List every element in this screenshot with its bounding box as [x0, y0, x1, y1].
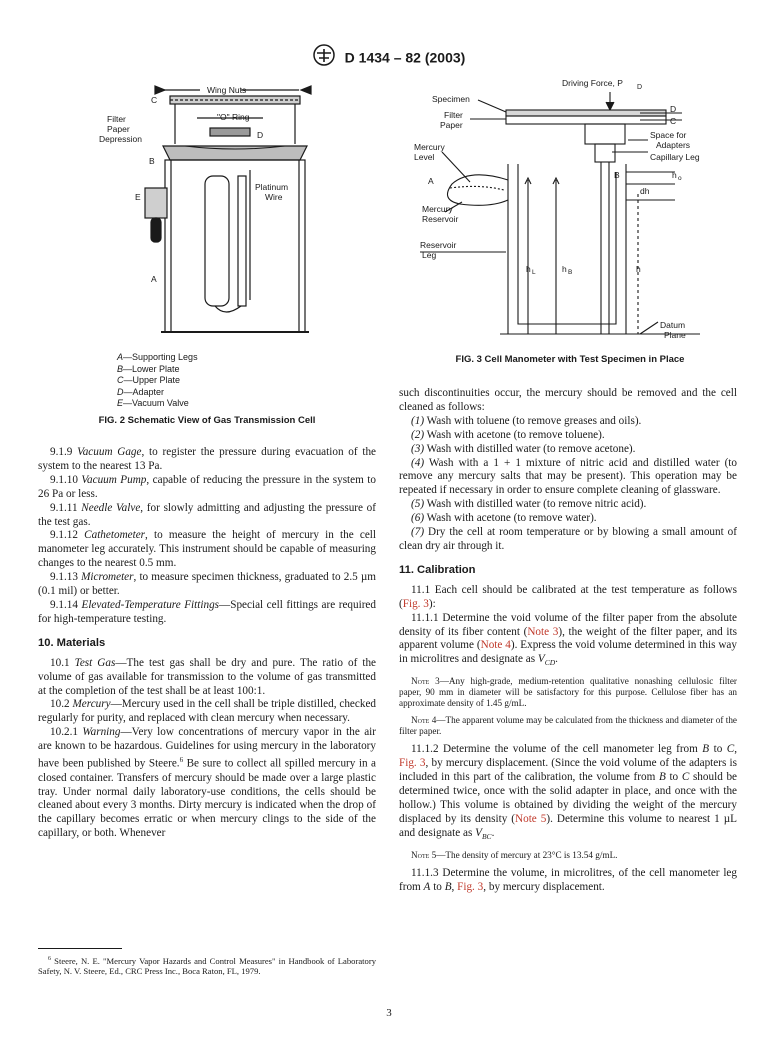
label-d: D	[257, 130, 264, 140]
label-specimen: Specimen	[432, 94, 470, 104]
label-o-ring: "O" Ring	[217, 112, 250, 122]
para-9-1-12: 9.1.12 Cathetometer, to measure the height of mercury in the cell manometer leg accurately. This instrument should be capable of measuring changes to the nearest 0.5 mm.	[38, 529, 377, 570]
para-11-1-1: 11.1.1 Determine the void volume of the filter paper from the absolute density of its fiber content (Note 3), the weight of the filter paper, and its apparent volume (Note 4). Express the void volume determined in this way in microlitres and designate as $V_{CD}$.	[399, 611, 737, 668]
label-h0: h	[672, 170, 677, 180]
label-hb: h	[562, 264, 567, 274]
label-paper: Paper	[107, 124, 130, 134]
figure-2-caption: FIG. 2 Schematic View of Gas Transmission Cell	[98, 415, 316, 426]
label-filter: Filter	[444, 110, 463, 120]
page-number: 3	[386, 1007, 392, 1019]
para-9-1-11: 9.1.11 Needle Valve, for slowly admitting and adjusting the pressure of the test gas.	[38, 501, 377, 528]
label-leg: Leg	[422, 250, 437, 260]
label-h0-sub: o	[678, 175, 682, 182]
legend-item: A—Supporting Legs	[117, 352, 198, 362]
para-10-1: 10.1 Test Gas—The test gas shall be dry and pure. The ratio of the volume of gas available for transmission to the volume of gas transmitted at the completion of the test shall be at least 100:1.	[38, 656, 377, 697]
label-reservoir-leg: Reservoir	[420, 240, 457, 250]
label-capillary-leg: Capillary Leg	[650, 152, 700, 162]
left-column	[38, 446, 376, 841]
label-a: A	[151, 274, 157, 284]
para-11-1: 11.1 Each cell should be calibrated at the test temperature as follows (Fig. 3):	[399, 583, 737, 610]
label-level: Level	[414, 152, 435, 162]
label-hl-sub: L	[532, 269, 536, 276]
para-11-1-2: 11.1.2 Determine the volume of the cell manometer leg from B to C, Fig. 3, by mercury displacement. (Since the void volume of the adapters is included in this part of the calibration, the volume from B to C should be determined twice, once with the solid adapter in place, and once with the hollow.) This volume is obtained by dividing the weight of the mercury displaced by its density (Note 5). Determine this volume to nearest 1 µL and designate as $V_{BC}$.	[399, 743, 738, 842]
label-depression: Depression	[99, 134, 142, 144]
label-paper: Paper	[440, 120, 463, 130]
label-plane: Plane	[664, 330, 686, 340]
para-9-1-10: 9.1.10 Vacuum Pump, capable of reducing the pressure in the system to 26 Pa or less.	[38, 473, 376, 500]
para-9-1-9: 9.1.9 Vacuum Gage, to register the pressure during evacuation of the system to the nearest 13 Pa.	[38, 446, 377, 472]
step-2: (2) Wash with acetone (to remove toluene).	[411, 428, 605, 441]
fig-3-link[interactable]: Fig. 3	[399, 757, 426, 770]
step-5: (5) Wash with distilled water (to remove nitric acid).	[411, 498, 647, 511]
label-hb-sub: B	[568, 269, 573, 276]
para-9-1-14: 9.1.14 Elevated-Temperature Fittings—Special cell fittings are required for high-temperature testing.	[38, 598, 376, 625]
label-b: B	[614, 170, 620, 180]
label-c: C	[670, 116, 677, 126]
right-column	[399, 387, 737, 895]
step-3: (3) Wash with distilled water (to remove acetone).	[411, 442, 636, 455]
para-10-2: 10.2 Mercury—Mercury used in the cell shall be triple distilled, checked regularly for purity, and replaced with clean mercury when necessary.	[38, 698, 377, 725]
label-e: E	[135, 192, 141, 202]
legend-item: C—Upper Plate	[117, 375, 181, 385]
label-adapters: Adapters	[656, 140, 691, 150]
page-header	[0, 44, 778, 71]
figure-3-diagram	[400, 72, 740, 344]
note-5: Note 5—The density of mercury at 23°C is 13.54 g/mL.	[411, 850, 618, 861]
label-dh: dh	[640, 186, 650, 196]
note-3: Note 3—Any high-grade, medium-retention qualitative nonashing cellulosic filter paper, 90 mm in diameter will be satisfactory for this purpose. Cellulose fiber has an approximate density of 1.45 g/mL.	[399, 676, 737, 709]
label-platinum: Platinum	[255, 182, 289, 192]
legend-item: E—Vacuum Valve	[117, 398, 189, 408]
label-driving-force-sub: D	[637, 84, 643, 91]
figure-2-diagram	[95, 80, 345, 340]
figure-3-caption: FIG. 3 Cell Manometer with Test Specimen in Place	[455, 354, 685, 365]
note-4-link[interactable]: Note 4	[480, 639, 511, 652]
step-7: (7) Dry the cell at room temperature or by blowing a small amount of clean dry air through it.	[399, 526, 737, 552]
para-10-2-1: 10.2.1 Warning—Very low concentrations of mercury vapor in the air are known to be hazardous. Guidelines for using mercury in the laboratory have been published by Steere.$^6$ Be sure to collect all spilled mercury in a closed container. Transfers of mercury should be made over a large plastic tray. Under normal daily laboratory-use conditions, the cells should be cleaned about every 3 months. Dirty mercury is indicated when the drop of the capillary becomes erratic or when mercury clings to the side of the capillary, or both. Whenever	[38, 726, 377, 840]
figure-2-legend	[117, 352, 277, 410]
para-11-1-3: 11.1.3 Determine the volume, in microlitres, of the cell manometer leg from A to B, Fig. 3, by mercury displacement.	[399, 867, 737, 893]
note-5-link[interactable]: Note 5	[515, 812, 547, 825]
label-hl: h	[526, 264, 531, 274]
label-filter: Filter	[107, 114, 126, 124]
step-4: (4) Wash with a 1 + 1 mixture of nitric acid and distilled water (to remove any mercury salts that may be present). This operation may be repeated if necessary in order to ensure complete cleaning of glassware.	[399, 456, 737, 497]
legend-item: B—Lower Plate	[117, 363, 180, 374]
document-designation: D 1434 – 82 (2003)	[344, 49, 466, 66]
label-h: h	[636, 264, 641, 274]
label-reservoir: Reservoir	[422, 214, 459, 224]
fig-3-link[interactable]: Fig. 3	[457, 880, 484, 893]
label-driving-force: Driving Force, P	[562, 78, 623, 88]
astm-logo-icon	[313, 44, 335, 71]
label-a: A	[428, 176, 434, 186]
label-mercury: Mercury	[414, 142, 445, 152]
note-4: Note 4—The apparent volume may be calculated from the thickness and diameter of the filter paper.	[399, 715, 737, 737]
footnote-rule	[38, 948, 122, 949]
label-wing-nuts: Wing Nuts	[207, 85, 247, 95]
footnote-6: $^6$ Steere, N. E. "Mercury Vapor Hazards and Control Measures" in Handbook of Laboratory Safety, N. V. Steere, Ed., CRC Press Inc., Boca Raton, FL, 1979.	[38, 955, 376, 977]
label-wire: Wire	[265, 192, 283, 202]
label-mercury-res: Mercury	[422, 204, 453, 214]
label-datum: Datum	[660, 320, 686, 330]
label-b: B	[149, 156, 155, 166]
para-9-1-13: 9.1.13 Micrometer, to measure specimen thickness, graduated to 2.5 µm (0.1 mil) or better.	[38, 571, 376, 598]
label-c: C	[151, 95, 158, 105]
fig-3-link[interactable]: Fig. 3	[402, 597, 429, 610]
step-1: (1) Wash with toluene (to remove greases and oils).	[411, 414, 642, 427]
label-d: D	[670, 104, 677, 114]
step-6: (6) Wash with acetone (to remove water).	[411, 512, 597, 525]
section-10-heading: 10. Materials	[38, 636, 106, 649]
section-11-heading: 11. Calibration	[399, 563, 476, 576]
note-3-link[interactable]: Note 3	[527, 625, 559, 638]
legend-item: D—Adapter	[117, 386, 165, 397]
label-space-for: Space for	[650, 130, 687, 140]
para-continued: such discontinuities occur, the mercury should be removed and the cell cleaned as follows:	[399, 387, 737, 413]
